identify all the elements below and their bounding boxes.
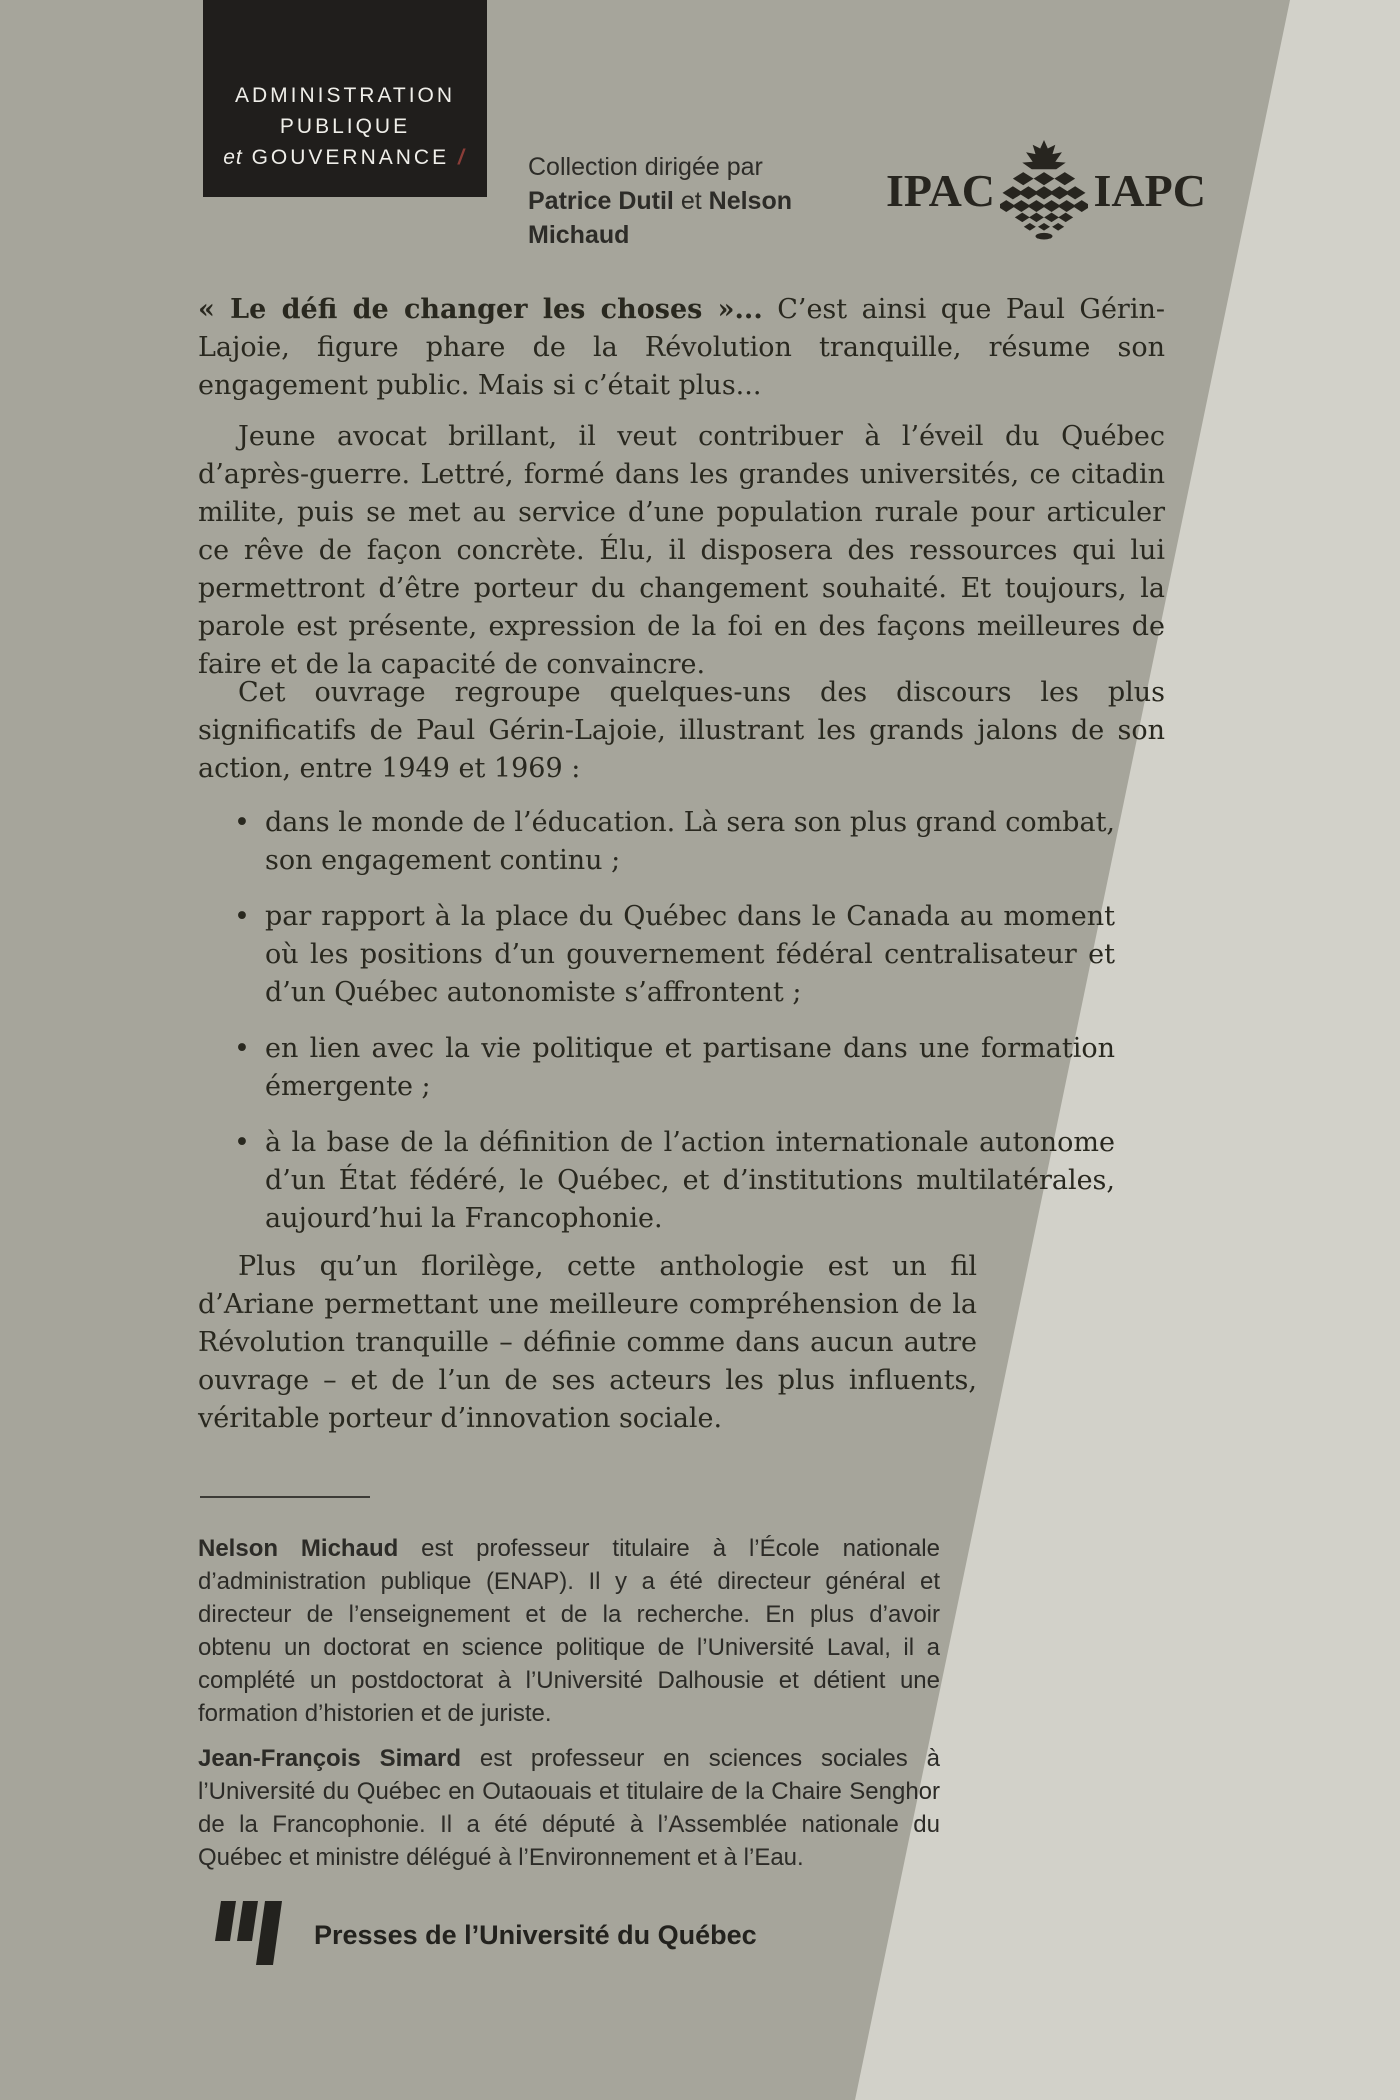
list-item-text: par rapport à la place du Québec dans le Canada au moment où les positions d’un gouvernement fédéral centralisateur et d’un Québec autonomiste s’affrontent ; xyxy=(265,901,1115,1008)
list-item-text: en lien avec la vie politique et partisane dans une formation émergente ; xyxy=(265,1033,1115,1102)
bullet-icon: • xyxy=(234,901,250,932)
puq-bars-icon xyxy=(205,1898,290,1968)
credit-conjunction: et xyxy=(680,187,702,215)
brand-line-2: PUBLIQUE xyxy=(279,115,411,138)
list-item-text: à la base de la définition de l’action internationale autonome d’un État fédéré, le Québec, et d’institutions multilatérales, aujourd’hui la Francophonie. xyxy=(265,1127,1115,1234)
paragraph-hook-rest: C’est ainsi que Paul Gérin-Lajoie, figure phare de la Révolution tranquille, résume son engagement public. Mais si c’était plus... xyxy=(198,294,1165,401)
ipac-iapc-logo xyxy=(886,140,1206,240)
paragraph-biography: Jeune avocat brillant, il veut contribuer à l’éveil du Québec d’après-guerre. Lettré, formé dans les grandes universités, ce citadin milite, puis se met au service d’une population rurale pour articuler ce rêve de façon concrète. Élu, il disposera des ressources qui lui permettront d’être porteur du changement souhaité. Et toujours, la parole est présente, expression de la foi en des façons meilleures de faire et de la capacité de convaincre. xyxy=(198,421,1165,680)
list-item xyxy=(222,804,1115,880)
author-bio-text: est professeur titulaire à l’École nationale d’administration publique (ENAP). Il y a été directeur général et directeur de l’enseignement et de la recherche. En plus d’avoir obtenu un doctorat en science politique de l’Université Laval, il a complété un postdoctorat à l’Université Dalhousie et détient une formation d’historien et de juriste. xyxy=(198,1535,940,1727)
bullet-icon: • xyxy=(234,1127,250,1158)
list-item xyxy=(222,1030,1115,1106)
author-bio-text: est professeur en sciences sociales à l’Université du Québec en Outaouais et titulaire de la Chaire Senghor de la Francophonie. Il a été député à l’Assemblée nationale du Québec et ministre délégué à l’Environnement et à l’Eau. xyxy=(198,1745,940,1871)
paragraph-anthology: Cet ouvrage regroupe quelques-uns des discours les plus significatifs de Paul Gérin-Lajoie, illustrant les grands jalons de son action, entre 1949 et 1969 : xyxy=(198,677,1165,784)
bullet-icon: • xyxy=(234,807,250,838)
list-item xyxy=(222,1124,1115,1238)
publisher-logo xyxy=(205,1898,757,1968)
list-item-text: dans le monde de l’éducation. Là sera son plus grand combat, son engagement continu ; xyxy=(265,807,1115,876)
brand-line-3-et: et xyxy=(223,146,243,169)
collection-brand-box xyxy=(203,0,487,197)
credit-directors xyxy=(528,184,888,252)
ipac-wordmark: IPAC xyxy=(886,164,996,216)
themes-list xyxy=(222,804,1115,1256)
maple-leaf-diamond-tree-icon xyxy=(1000,140,1088,240)
publisher-name: Presses de l’Université du Québec xyxy=(314,1920,757,1950)
author-divider xyxy=(200,1496,370,1498)
paragraph-hook xyxy=(198,291,1165,405)
credit-intro: Collection dirigée par xyxy=(528,153,763,181)
brand-line-3-gouvernance: GOUVERNANCE xyxy=(251,146,450,169)
list-item xyxy=(222,898,1115,1012)
credit-director-1: Patrice Dutil xyxy=(528,187,674,215)
author-name: Nelson Michaud xyxy=(198,1535,399,1562)
brand-line-1: ADMINISTRATION xyxy=(234,84,456,107)
author-name: Jean-François Simard xyxy=(198,1745,461,1772)
collection-credit xyxy=(528,150,888,252)
brand-line-3 xyxy=(223,142,467,173)
author-bio-michaud xyxy=(198,1532,940,1730)
author-bio-simard xyxy=(198,1742,940,1874)
brand-slash: / xyxy=(457,146,467,169)
paragraph-conclusion: Plus qu’un florilège, cette anthologie est un fil d’Ariane permettant une meilleure compréhension de la Révolution tranquille – définie comme dans aucun autre ouvrage – et de l’un de ses acteurs les plus influents, véritable porteur d’innovation sociale. xyxy=(198,1251,977,1434)
bullet-icon: • xyxy=(234,1033,250,1064)
credit-director-2: Nelson Michaud xyxy=(528,187,792,249)
iapc-wordmark: IAPC xyxy=(1093,164,1206,216)
paragraph-hook-lead: « Le défi de changer les choses »... xyxy=(198,294,763,325)
